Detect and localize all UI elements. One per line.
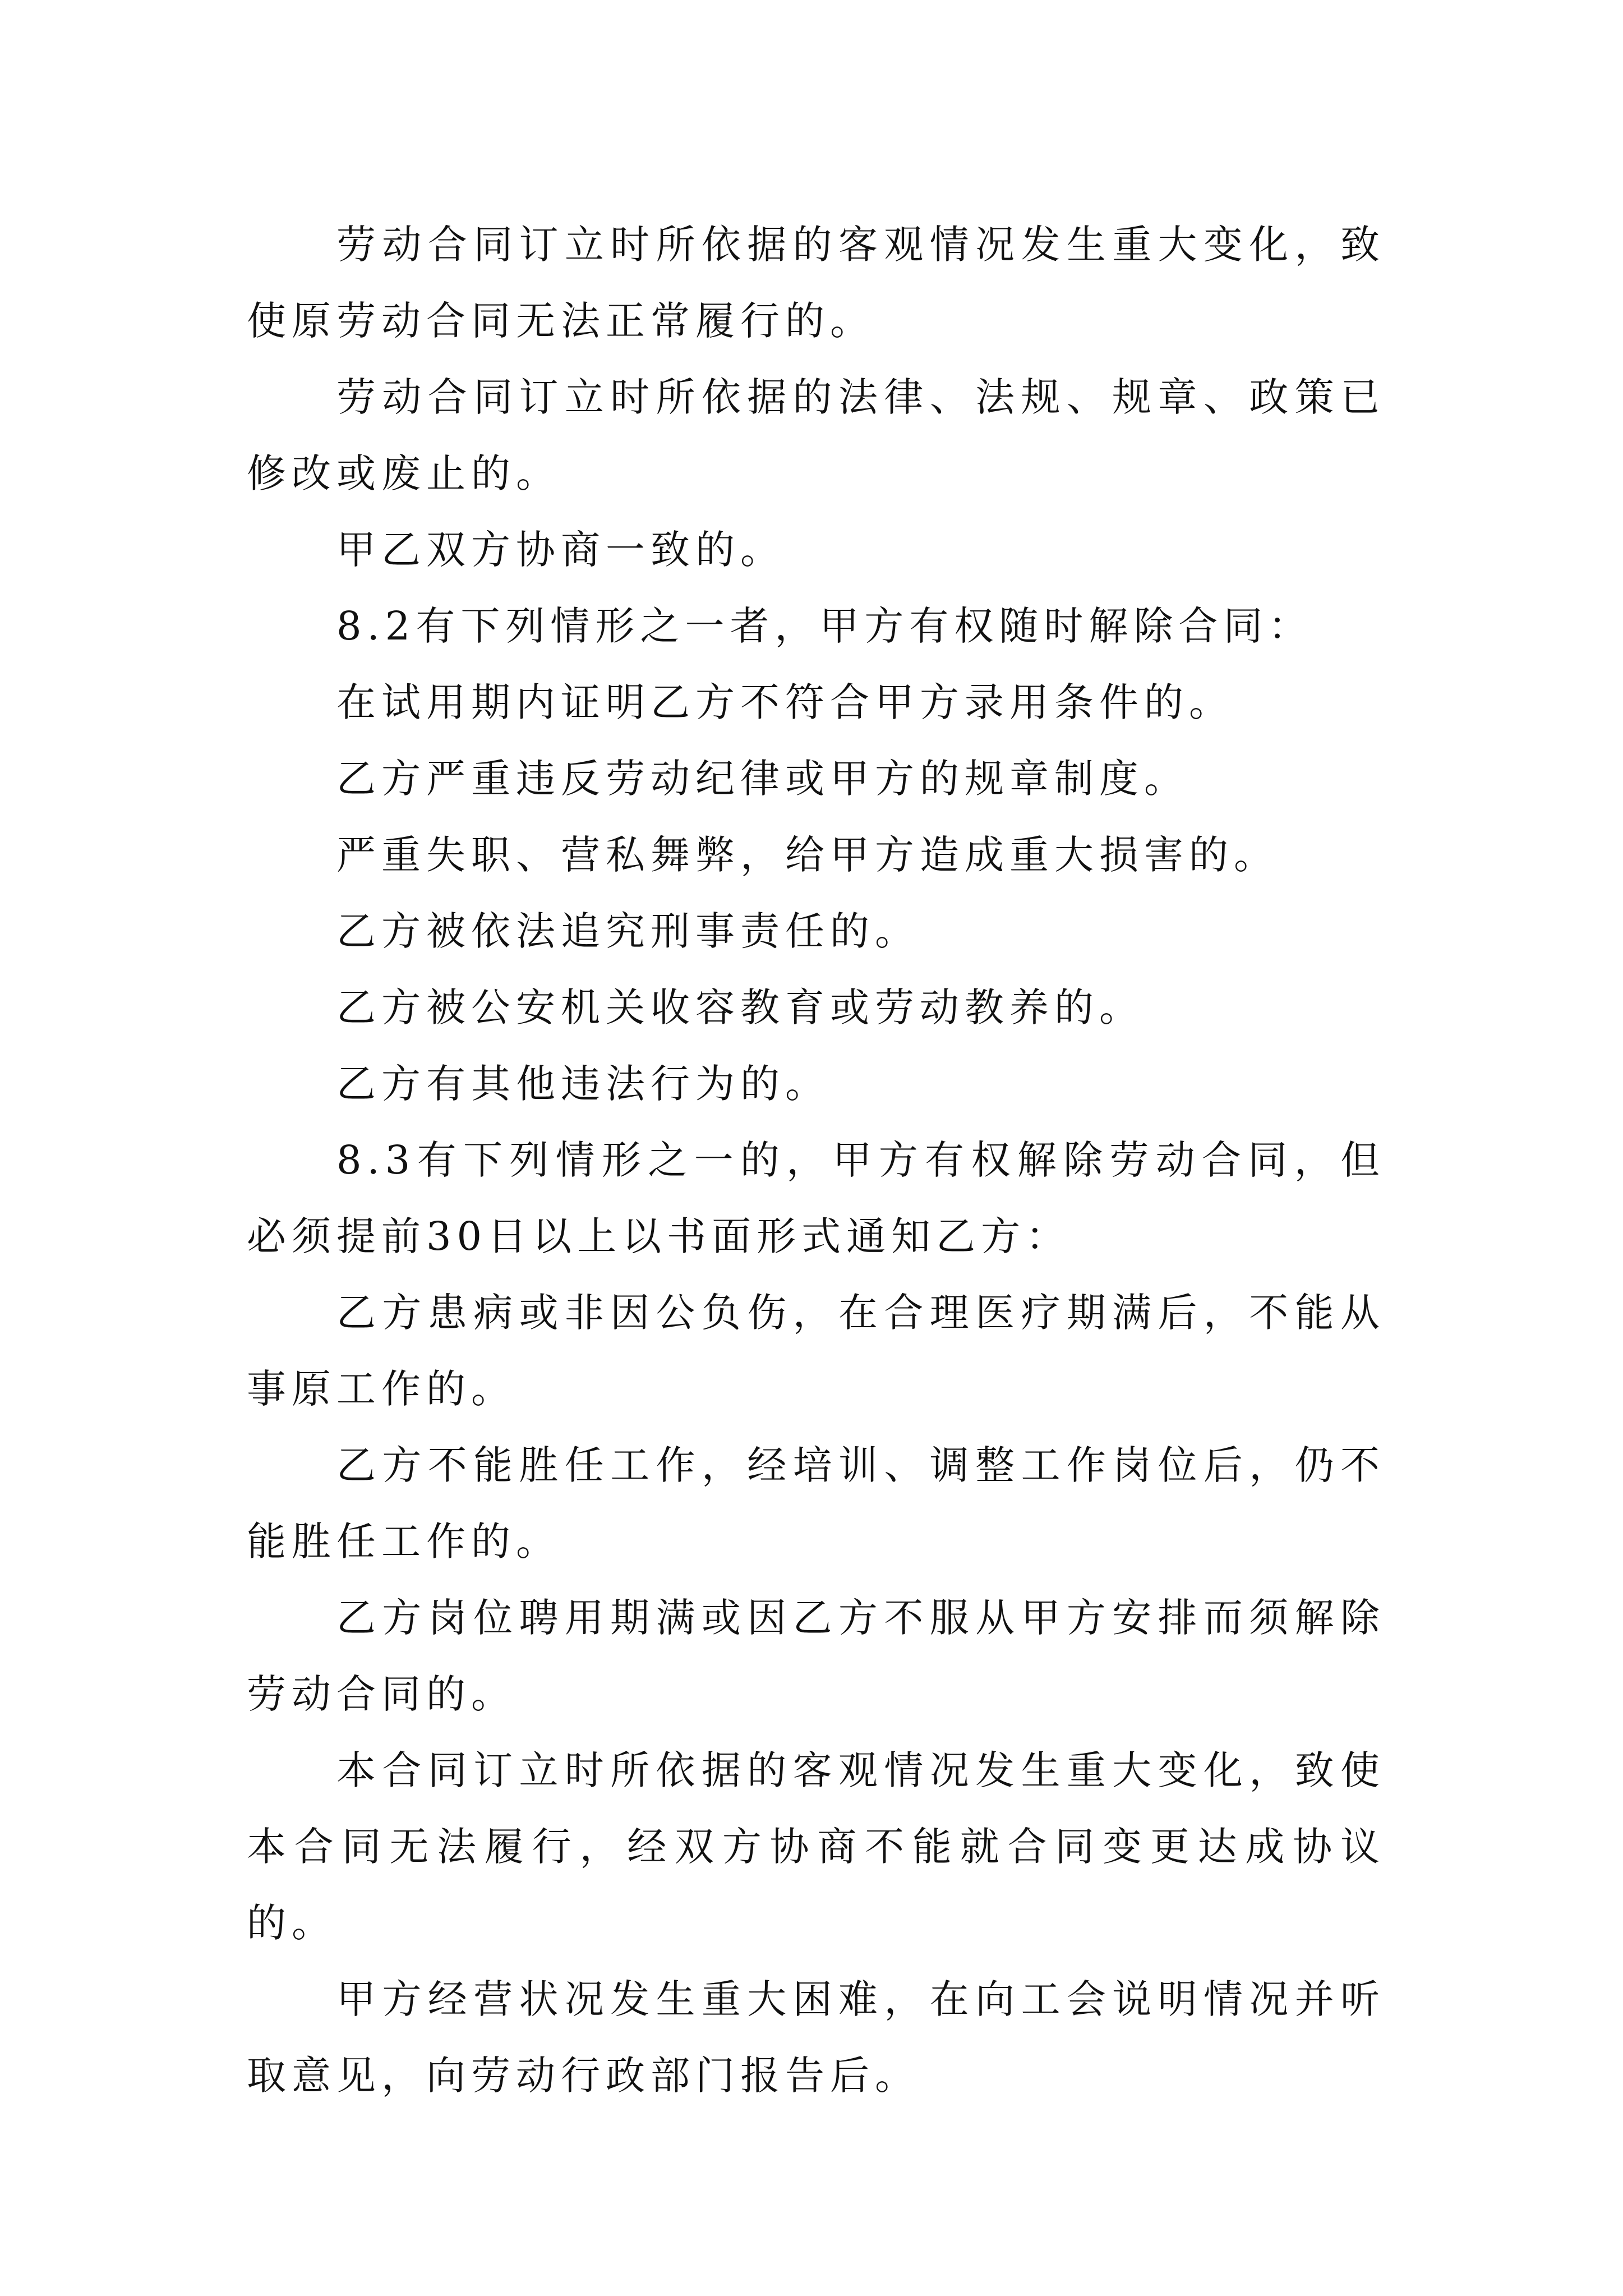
clause-8-3-heading: 8.3有下列情形之一的，甲方有权解除劳动合同，但必须提前30日以上以书面形式通知乙方：: [247, 1137, 1385, 1259]
paragraph-post-expiry: 乙方岗位聘用期满或因乙方不服从甲方安排而须解除劳动合同的。: [247, 1595, 1385, 1717]
paragraph-dereliction: 严重失职、营私舞弊，给甲方造成重大损害的。: [336, 832, 1279, 878]
paragraph-business-difficulty: 甲方经营状况发生重大困难，在向工会说明情况并听取意见，向劳动行政部门报告后。: [247, 1976, 1385, 2099]
paragraph-incompetence: 乙方不能胜任工作，经培训、调整工作岗位后，仍不能胜任工作的。: [247, 1442, 1385, 1565]
paragraph-detention: 乙方被公安机关收容教育或劳动教养的。: [336, 984, 1144, 1030]
paragraph-other-illegal: 乙方有其他违法行为的。: [336, 1061, 830, 1107]
paragraph-illness: 乙方患病或非因公负伤，在合理医疗期满后，不能从事原工作的。: [247, 1290, 1385, 1412]
paragraph-objective-change: 劳动合同订立时所依据的客观情况发生重大变化，致使原劳动合同无法正常履行的。: [247, 222, 1385, 344]
document-body: [247, 206, 1385, 2114]
paragraph-mutual-agreement: 甲乙双方协商一致的。: [336, 527, 785, 573]
paragraph-probation: 在试用期内证明乙方不符合甲方录用条件的。: [336, 679, 1234, 725]
paragraph-discipline-violation: 乙方严重违反劳动纪律或甲方的规章制度。: [336, 756, 1189, 802]
clause-8-2-heading: 8.2有下列情形之一者，甲方有权随时解除合同：: [336, 603, 1313, 649]
paragraph-law-change: 劳动合同订立时所依据的法律、法规、规章、政策已修改或废止的。: [247, 374, 1385, 496]
paragraph-contract-change: 本合同订立时所依据的客观情况发生重大变化，致使本合同无法履行，经双方协商不能就合同变更达成协议的。: [247, 1747, 1385, 1946]
paragraph-criminal-liability: 乙方被依法追究刑事责任的。: [336, 908, 920, 954]
